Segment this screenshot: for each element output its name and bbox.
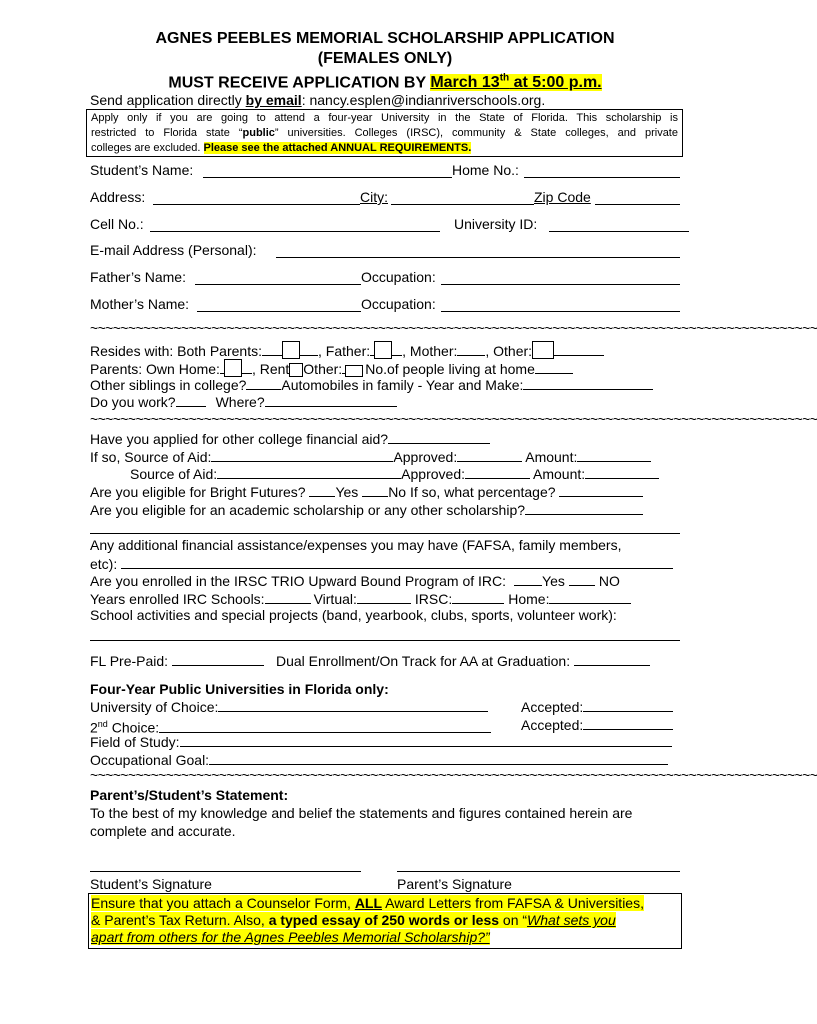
amount1-field[interactable] [577,448,651,462]
father-label: , Father: [317,343,371,359]
university-id-field[interactable] [549,231,689,232]
form-title: AGNES PEEBLES MEMORIAL SCHOLARSHIP APPLICATION [155,30,615,47]
where-label: Where? [215,394,265,410]
work-label: Do you work? [90,394,176,410]
father-name-label: Father’s Name: [90,269,186,285]
mother-name-label: Mother’s Name: [90,296,190,312]
accepted2-field[interactable] [583,716,673,730]
both-parents-line [300,342,318,356]
own-home-label: Parents: Own Home: [90,361,220,377]
source2-field[interactable] [217,465,401,479]
bright-percentage-field[interactable] [559,483,643,497]
bright-no-label: No If so, what percentage? [388,484,560,500]
source1-label: If so, Source of Aid: [90,449,212,465]
trio-label: Are you enrolled in the IRSC TRIO Upward Bound Program of IRC: [90,573,507,589]
mother-name-field[interactable] [197,311,361,312]
notice-public: public [242,127,275,139]
email-label: E-mail Address (Personal): [90,242,257,258]
form-subtitle: (FEMALES ONLY) [317,50,453,67]
amount2-label: Amount: [533,466,586,482]
cell-field[interactable] [150,231,440,232]
years-field[interactable] [265,590,311,604]
irsc-field[interactable] [452,590,504,604]
resides-line [90,341,604,359]
second-num: 2 [90,719,98,736]
notice-line-3 [91,141,678,156]
field-study-field[interactable] [180,733,672,747]
university-id-label: University ID: [454,216,538,232]
deadline-line [0,70,770,92]
resides-label: Resides with: Both Parents: [90,343,262,359]
goal-field[interactable] [209,751,668,765]
dual-enrollment-label: Dual Enrollment/On Track for AA at Graduation: [275,653,575,669]
choice-field[interactable] [218,698,488,712]
deadline-date-text: March 13 [430,74,500,92]
tilde-divider-2: ~~~~~~~~~~~~~~~~~~~~~~~~~~~~~~~~~~~~~~~~~~~~~~~~~~~~~~~~~~~~~~~~~~~~~~~~~~~~~~~~~~~~~~~~~~~~~~~~ [90,411,817,427]
automobiles-field[interactable] [523,376,653,390]
footer-p3: Award Letters from FAFSA & Universities, [382,895,644,911]
etc-label: etc): [90,556,118,572]
rent-checkbox[interactable] [289,363,303,377]
num-people-field[interactable] [535,360,573,374]
trio-no-field[interactable] [569,572,595,586]
footer-box [88,893,682,949]
city-field[interactable] [391,204,534,205]
approved2-label: Approved: [401,466,465,482]
source2-label: Source of Aid: [130,466,218,482]
goal-label: Occupational Goal: [90,752,210,768]
where-field[interactable] [265,393,397,407]
additional-field[interactable] [121,555,673,569]
father-checkbox[interactable] [374,341,392,359]
footer-p6: on “ [499,912,528,928]
work-field[interactable] [176,393,206,407]
source1-field[interactable] [211,448,393,462]
dual-enrollment-field[interactable] [574,652,650,666]
notice-line-1: Apply only if you are going to attend a four-year University in the State of Florida. This scholarship is [91,112,678,124]
tilde-divider-3: ~~~~~~~~~~~~~~~~~~~~~~~~~~~~~~~~~~~~~~~~~~~~~~~~~~~~~~~~~~~~~~~~~~~~~~~~~~~~~~~~~~~~~~~~~~~~~~~~ [90,767,817,783]
home-line [90,359,573,377]
virtual-label: Virtual: [313,591,357,607]
accepted1-line [521,698,673,715]
academic-field-line2[interactable] [90,533,680,534]
second-choice-label: Choice: [107,719,160,736]
accepted2-label: Accepted: [521,717,584,733]
notice-line-2-pre: restricted to Florida state “ [91,127,243,139]
choice-line [90,698,488,715]
second-sup: nd [97,719,108,729]
trio-yes-label: Yes [542,573,565,589]
academic-line [90,501,643,518]
notice-line-2-post: ” universities. Colleges (IRSC), community & State colleges, and private [274,127,678,139]
footer-p1: Ensure that you attach a Counselor Form, [91,895,355,911]
other2-label: Other: [303,361,343,377]
bright-futures-label: Are you eligible for Bright Futures? [90,484,310,500]
own-home-checkbox[interactable] [224,359,242,377]
zip-field[interactable] [595,204,680,205]
both-parents-checkbox[interactable] [282,341,300,359]
work-line [90,393,397,410]
source1-line [90,448,651,465]
virtual-field[interactable] [357,590,411,604]
mother-occupation-field[interactable] [441,311,680,312]
home-no-label: Home No.: [452,162,519,178]
other-field[interactable] [554,342,604,356]
siblings-field[interactable] [246,376,281,390]
trio-yes-field[interactable] [514,572,542,586]
cell-label: Cell No.: [90,216,144,232]
father-occupation-field[interactable] [441,284,680,285]
statement-heading: Parent’s/Student’s Statement: [90,787,289,803]
rent-label: , Rent [251,361,290,377]
activities-field[interactable] [90,640,680,641]
footer-line-1 [91,895,679,912]
footer-line-2 [91,912,679,929]
deadline-prefix: MUST RECEIVE APPLICATION BY [168,74,431,92]
bright-futures-line [90,483,643,500]
years-label: Years enrolled IRC Schools: [90,591,265,607]
student-signature-field[interactable] [90,871,361,872]
second-choice-field[interactable] [159,719,491,733]
student-name-field[interactable] [203,177,452,178]
zip-label: Zip Code [534,189,591,205]
notice-box [86,109,683,157]
student-signature-label: Student’s Signature [90,876,212,892]
fl-prepaid-field[interactable] [172,652,264,666]
home-no-field[interactable] [524,177,680,178]
send-prefix: Send application directly [90,92,246,108]
additional-label: Any additional financial assistance/expenses you may have (FAFSA, family members, [90,537,622,553]
fl-prepaid-label: FL Pre-Paid: [90,653,172,669]
address-label: Address: [90,189,146,205]
both-parents-field[interactable] [262,342,282,356]
footer-essay: a typed essay of 250 words or less [268,912,500,928]
source2-line [130,465,659,482]
irsc-label: IRSC: [414,591,453,607]
home-field[interactable] [549,590,631,604]
own-home-field[interactable] [242,360,252,374]
home-label: Home: [508,591,550,607]
father-name-field[interactable] [195,284,361,285]
goal-line [90,751,668,768]
trio-no-label: NO [598,573,620,589]
father-occupation-label: Occupation: [361,269,436,285]
deadline-time: at 5:00 p.m. [509,74,602,92]
parent-signature-field[interactable] [397,871,680,872]
bright-yes-field[interactable] [309,483,335,497]
accepted2-line [521,716,673,733]
field-study-label: Field of Study: [90,734,180,750]
tilde-divider: ~~~~~~~~~~~~~~~~~~~~~~~~~~~~~~~~~~~~~~~~~~~~~~~~~~~~~~~~~~~~~~~~~~~~~~~~~~~~~~~~~~~~~~~~~~~~~~~~ [90,320,817,336]
approved2-field[interactable] [465,465,530,479]
deadline-date-sup: th [499,73,510,84]
city-label: City: [360,189,388,205]
footer-all: ALL [354,895,383,911]
amount1-label: Amount: [525,449,578,465]
notice-annual-requirements: Please see the attached ANNUAL REQUIREMENTS. [203,142,472,154]
deadline-date [430,74,601,91]
address-field[interactable] [153,204,360,205]
activities-label: School activities and special projects (band, yearbook, clubs, sports, volunteer work): [90,607,617,623]
statement-line-1: To the best of my knowledge and belief the statements and figures contained herein are [90,805,633,821]
accepted1-field[interactable] [583,698,673,712]
student-name-label: Student’s Name: [90,162,194,178]
footer-question-a: What sets you [527,912,616,928]
field-study-line [90,733,672,750]
other-label: , Other: [485,343,533,359]
applied-aid-line [90,430,490,447]
choice-label: University of Choice: [90,699,219,715]
send-by-email: by email [245,92,302,108]
statement-line-2: complete and accurate. [90,823,236,839]
footer-question-b: apart from others for the Agnes Peebles Memorial Scholarship?” [91,929,490,945]
num-people-label: No.of people living at home [365,361,535,377]
universities-heading: Four-Year Public Universities in Florida only: [90,681,389,697]
other-checkbox[interactable] [532,341,554,359]
bright-yes-label: Yes [335,484,363,500]
applied-aid-label: Have you applied for other college financial aid? [90,431,389,447]
footer-line-3 [91,929,679,946]
years-line [90,590,631,607]
notice-line-2 [91,126,678,141]
approved1-label: Approved: [393,449,458,465]
automobiles-label: Automobiles in family - Year and Make: [281,377,524,393]
mother-label: , Mother: [402,343,458,359]
prepaid-line [90,652,650,669]
father-field[interactable] [392,342,402,356]
bright-no-field[interactable] [362,483,388,497]
accepted1-label: Accepted: [521,699,584,715]
email-field[interactable] [276,257,680,258]
siblings-label: Other siblings in college? [90,377,247,393]
academic-field[interactable] [525,501,643,515]
send-email-address: : nancy.esplen@indianriverschools.org. [301,92,546,108]
notice-line-3-pre: colleges are excluded. [91,142,204,154]
mother-field[interactable] [457,342,485,356]
footer-p4: & Parent’s Tax Return. Also, [91,912,269,928]
parent-signature-label: Parent’s Signature [397,876,512,892]
applied-aid-field[interactable] [388,430,490,444]
amount2-field[interactable] [585,465,659,479]
send-instructions [90,92,545,108]
etc-line [90,555,673,572]
academic-label: Are you eligible for an academic scholarship or any other scholarship? [90,502,526,518]
approved1-field[interactable] [457,448,522,462]
mother-occupation-label: Occupation: [361,296,436,312]
trio-line [90,572,620,589]
siblings-line [90,376,653,393]
